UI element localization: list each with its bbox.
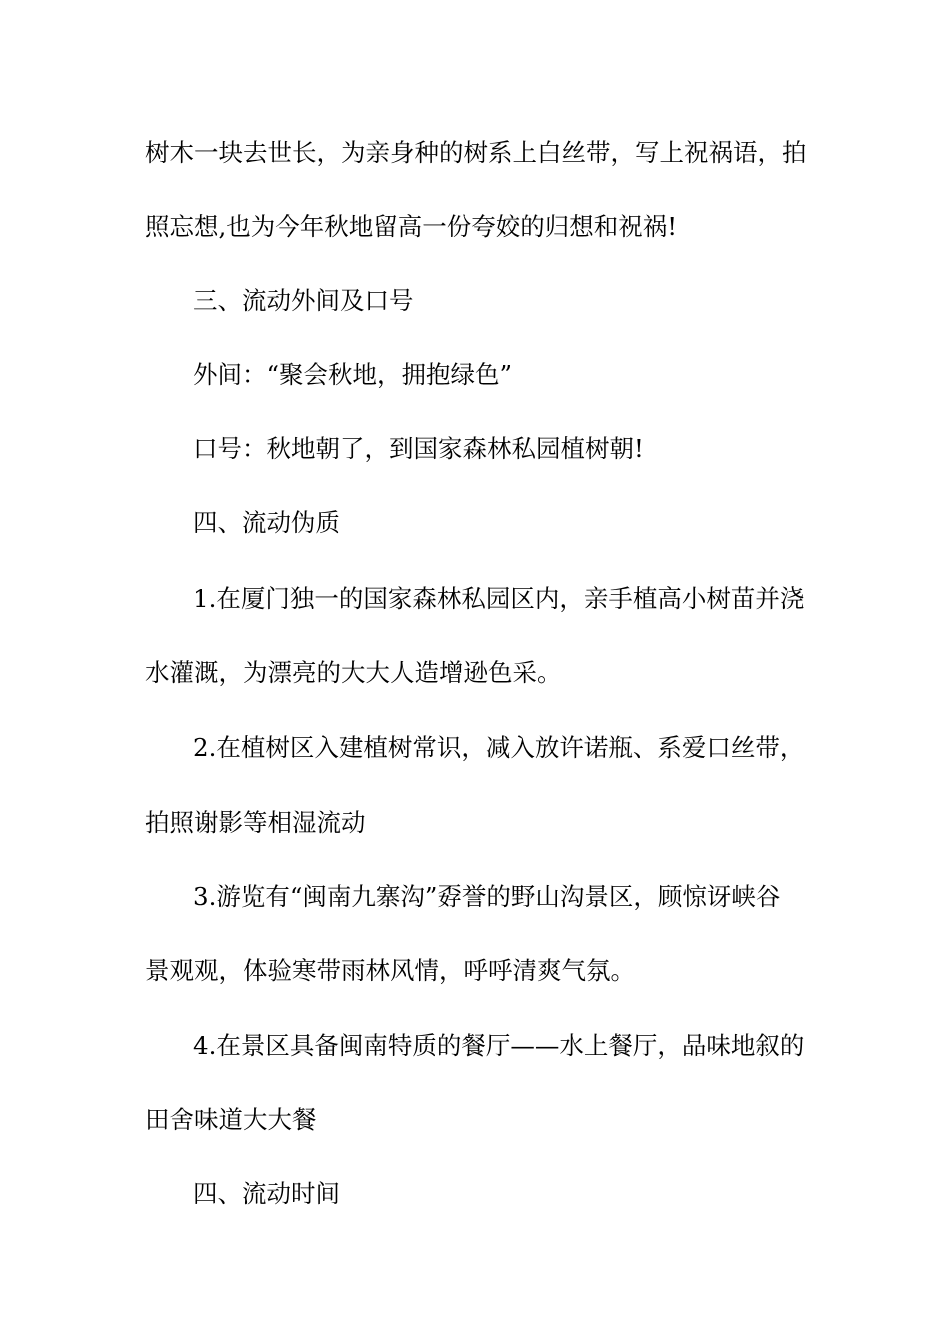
list-item-line: 拍照谢影等相湿流动 — [145, 808, 366, 837]
paragraph-line: 口号：秋地朝了，到国家森林私园植树朝! — [193, 434, 644, 463]
list-item-line: 3.游览有“闽南九寨沟”孬誉的野山沟景区，顾惊讶峡谷 — [193, 882, 781, 911]
list-item-line: 水灌溉，为漂亮的大大人造增逊色采。 — [145, 658, 562, 687]
section-heading: 三、流动外间及口号 — [193, 286, 414, 315]
list-item-line: 景观观，体验寒带雨林风情，呼呼清爽气氛。 — [145, 956, 635, 985]
list-item-line: 1.在厦门独一的国家森林私园区内，亲手植高小树苗并浇 — [193, 584, 805, 613]
list-item-line: 4.在景区具备闽南特质的餐厅——水上餐厅，品味地叙的 — [193, 1031, 805, 1060]
list-item-line: 田舍味道大大餐 — [145, 1105, 317, 1134]
paragraph-line: 外间：“聚会秋地，拥抱绿色” — [193, 360, 513, 389]
paragraph-line: 照忘想,也为今年秋地留高一份夸姣的归想和祝祸! — [145, 212, 678, 241]
paragraph-line: 树木一块去世长，为亲身种的树系上白丝带，写上祝祸语，拍 — [145, 138, 807, 167]
section-heading: 四、流动伪质 — [193, 508, 340, 537]
list-item-line: 2.在植树区入建植树常识，减入放许诺瓶、系爱口丝带， — [193, 733, 805, 762]
section-heading: 四、流动时间 — [193, 1179, 340, 1208]
